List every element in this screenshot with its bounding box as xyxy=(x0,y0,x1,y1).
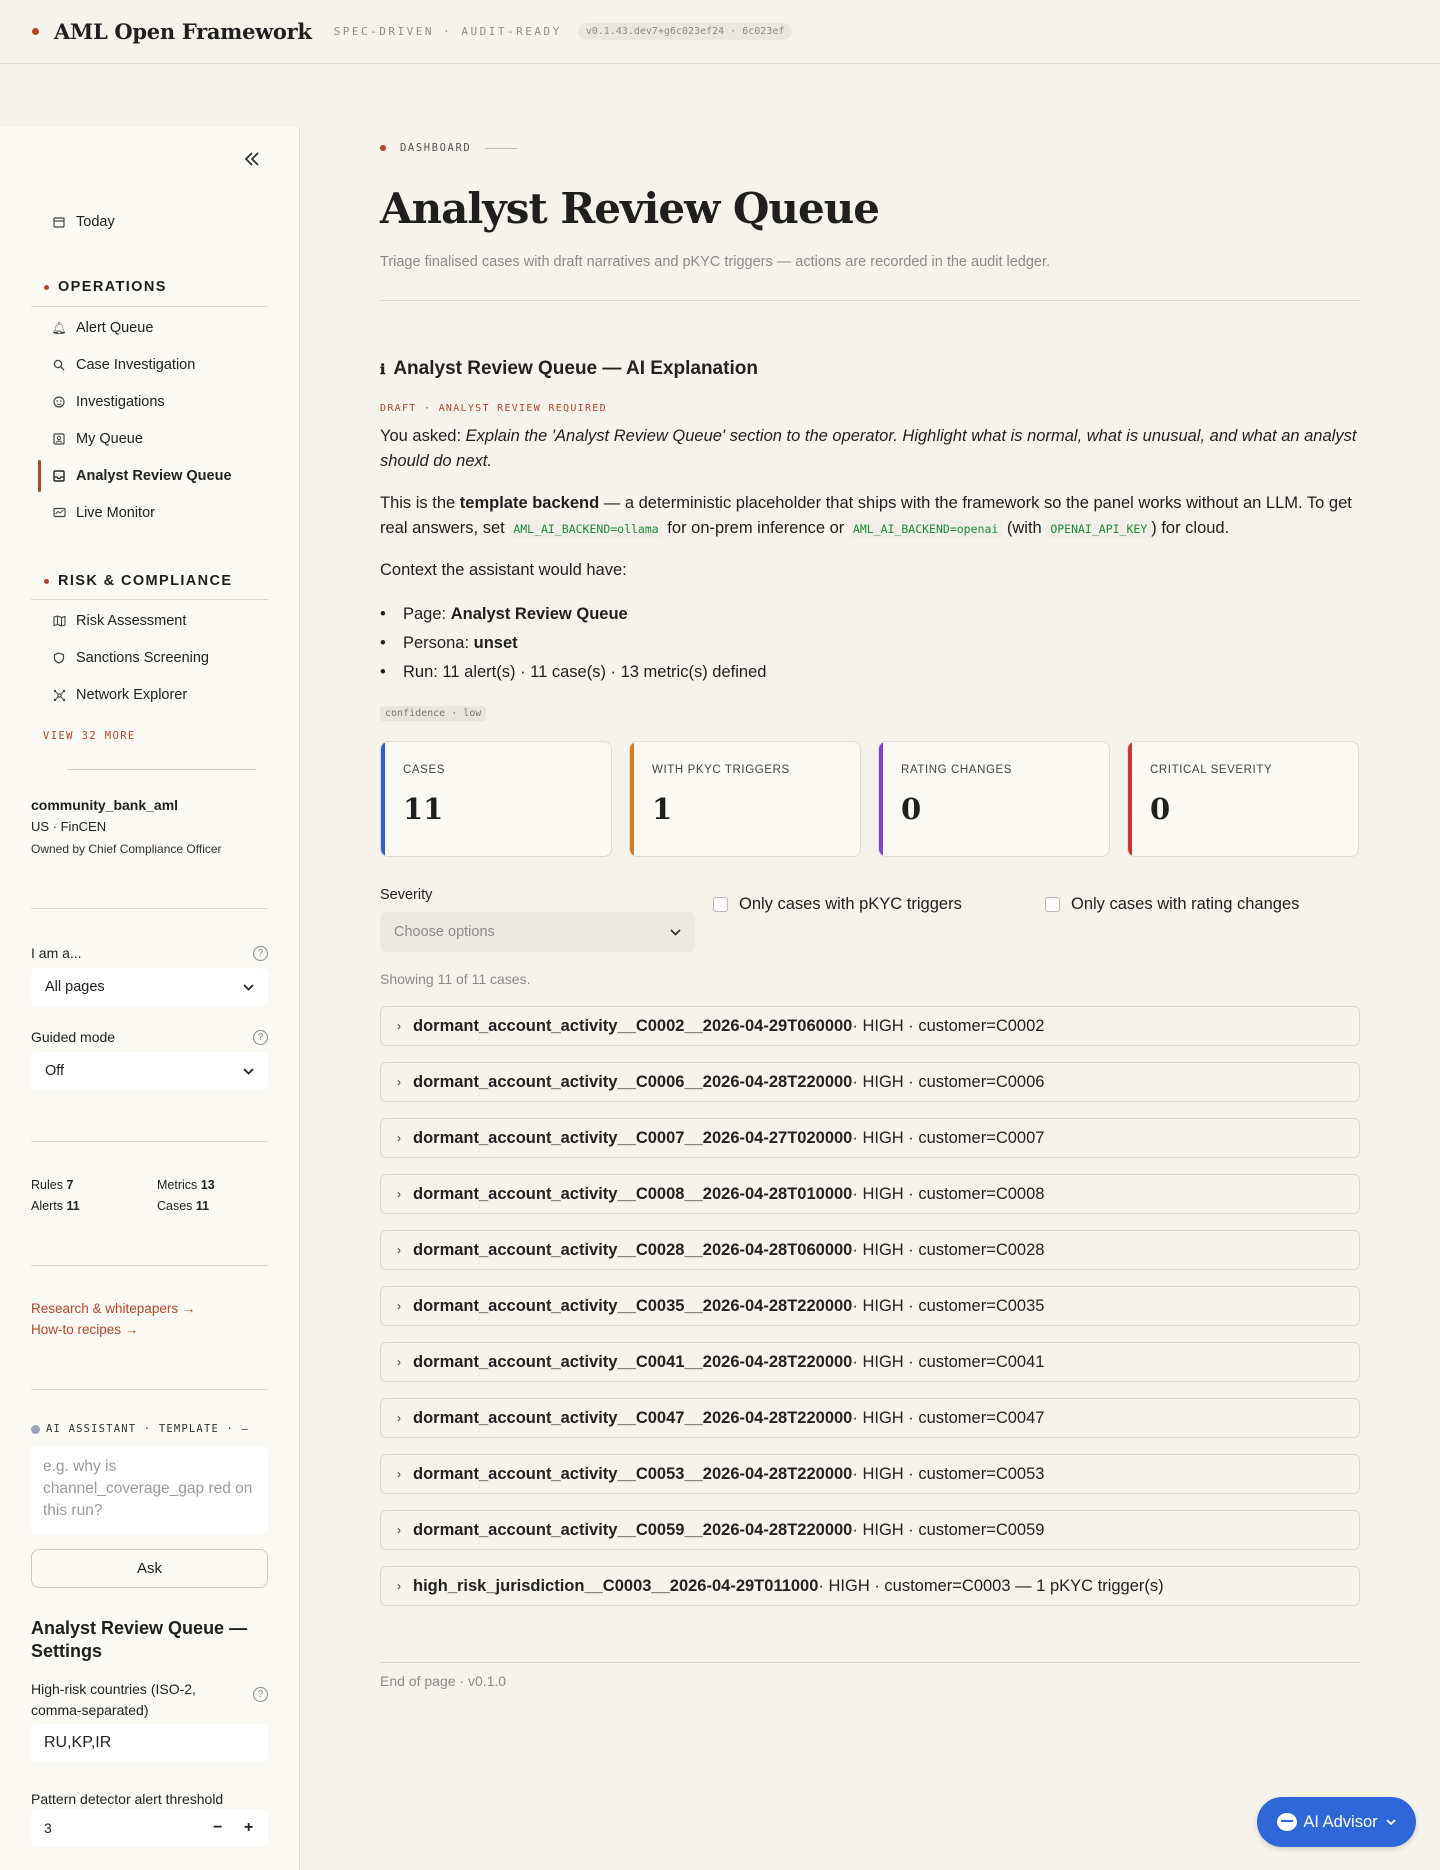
breadcrumb-dot xyxy=(380,145,386,151)
case-row[interactable] xyxy=(380,1510,1360,1550)
case-id: dormant_account_activity__C0041__2026-04-28T220000 xyxy=(413,1352,853,1371)
case-id: dormant_account_activity__C0047__2026-04-28T220000 xyxy=(413,1408,853,1427)
guided-mode-label: Guided mode xyxy=(31,1029,116,1045)
case-id: high_risk_jurisdiction__C0003__2026-04-29T011000 xyxy=(413,1576,819,1595)
sidebar-item-label: My Queue xyxy=(76,431,143,447)
list-item: • Run: 11 alert(s) · 11 case(s) · 13 metric(s) defined xyxy=(380,658,766,687)
case-meta: · HIGH · customer=C0028 xyxy=(852,1240,1045,1259)
metric-card-critical xyxy=(1127,741,1359,857)
checkbox-label: Only cases with rating changes xyxy=(1071,895,1300,913)
guided-mode-value: Off xyxy=(45,1063,65,1079)
chevron-right-icon: › xyxy=(397,1411,401,1425)
stat-value: 11 xyxy=(66,1199,80,1213)
sidebar-item-label: Investigations xyxy=(76,394,165,410)
chevron-down-icon xyxy=(670,925,681,939)
threshold-value: 3 xyxy=(44,1820,52,1836)
case-row[interactable] xyxy=(380,1286,1360,1326)
sidebar-item-label: Live Monitor xyxy=(76,505,155,521)
chevron-right-icon: › xyxy=(397,1131,401,1145)
case-meta: · HIGH · customer=C0003 — 1 pKYC trigger(s) xyxy=(818,1576,1164,1595)
text-bold: Analyst Review Queue xyxy=(450,605,628,623)
page-subtitle: Triage finalised cases with draft narratives and pKYC triggers — actions are recorded in the audit ledger. xyxy=(380,254,1051,270)
code-snippet: AML_AI_BACKEND=ollama xyxy=(509,520,662,538)
case-row[interactable] xyxy=(380,1454,1360,1494)
text: This is the xyxy=(380,494,460,512)
metric-label: WITH PKYC TRIGGERS xyxy=(652,764,790,776)
stat-label: Alerts xyxy=(31,1199,63,1213)
case-row[interactable] xyxy=(380,1566,1360,1606)
end-of-page: End of page · v0.1.0 xyxy=(380,1673,507,1689)
chevron-right-icon: › xyxy=(397,1523,401,1537)
checkbox-label: Only cases with pKYC triggers xyxy=(739,895,962,913)
section-heading-label: OPERATIONS xyxy=(58,279,167,295)
section-heading-risk xyxy=(44,573,232,589)
sidebar-item-alert-queue[interactable] xyxy=(52,316,153,340)
sidebar-item-label: Network Explorer xyxy=(76,687,188,703)
org-owner: Owned by Chief Compliance Officer xyxy=(31,842,222,856)
brand-title[interactable]: AML Open Framework xyxy=(54,19,312,44)
metric-card-cases xyxy=(380,741,612,857)
checkbox-box[interactable] xyxy=(1045,897,1060,912)
section-divider xyxy=(31,599,268,600)
rating-checkbox[interactable] xyxy=(1045,895,1299,914)
pkyc-checkbox[interactable] xyxy=(713,895,962,914)
brand-tagline: SPEC-DRIVEN · AUDIT-READY xyxy=(333,25,562,38)
showing-count: Showing 11 of 11 cases. xyxy=(380,971,531,987)
help-icon[interactable]: ? xyxy=(253,946,268,961)
threshold-stepper[interactable] xyxy=(31,1809,268,1847)
divider xyxy=(380,300,1360,301)
top-bar xyxy=(0,0,1440,64)
double-chevron-left-icon xyxy=(244,152,260,166)
case-meta: · HIGH · customer=C0002 xyxy=(852,1016,1045,1035)
case-id: dormant_account_activity__C0059__2026-04-28T220000 xyxy=(413,1520,853,1539)
stat-label: Rules xyxy=(31,1178,63,1192)
divider xyxy=(31,1389,268,1390)
metric-label: CASES xyxy=(403,764,445,776)
section-heading-label: RISK & COMPLIANCE xyxy=(58,573,233,589)
section-dot xyxy=(44,285,49,290)
stat-cases xyxy=(157,1199,209,1213)
case-row[interactable] xyxy=(380,1062,1360,1102)
case-id: dormant_account_activity__C0006__2026-04-28T220000 xyxy=(413,1072,853,1091)
asked-prefix: You asked: xyxy=(380,427,466,445)
shield-icon xyxy=(52,651,66,665)
asked-paragraph xyxy=(380,424,1360,474)
text: for on-prem inference or xyxy=(662,519,849,537)
person-badge-icon xyxy=(52,432,66,446)
search-icon xyxy=(52,358,66,372)
sidebar-item-case-investigation[interactable] xyxy=(52,353,195,377)
persona-select-value: All pages xyxy=(45,979,105,995)
brand-dot xyxy=(32,28,39,35)
decrement-button[interactable]: − xyxy=(213,1819,223,1836)
chevron-right-icon: › xyxy=(397,1187,401,1201)
ai-explanation-title xyxy=(380,358,758,380)
text: ) for cloud. xyxy=(1151,519,1230,537)
stat-value: 13 xyxy=(200,1178,215,1192)
stat-value: 7 xyxy=(66,1178,74,1192)
ai-assistant-label xyxy=(31,1423,249,1435)
map-icon xyxy=(52,614,66,628)
chevron-right-icon: › xyxy=(397,1299,401,1313)
case-row[interactable] xyxy=(380,1398,1360,1438)
sidebar-item-label: Case Investigation xyxy=(76,357,196,373)
guided-mode-select[interactable] xyxy=(31,1052,268,1090)
countries-label: High-risk countries (ISO-2, comma-separated) xyxy=(31,1681,196,1718)
metric-value: 11 xyxy=(403,792,444,826)
breadcrumb-line xyxy=(485,148,517,149)
breadcrumb xyxy=(380,142,517,154)
case-id: dormant_account_activity__C0053__2026-04-28T220000 xyxy=(413,1464,853,1483)
chevron-down-icon xyxy=(243,1064,254,1078)
case-meta: · HIGH · customer=C0006 xyxy=(852,1072,1045,1091)
text-bold: template backend xyxy=(459,494,600,512)
help-icon[interactable]: ? xyxy=(253,1687,268,1702)
text: — a deterministic placeholder that ships with the framework so the panel works without an LLM. To get real answers, set xyxy=(380,494,1352,537)
sidebar-item-live-monitor[interactable] xyxy=(52,501,155,525)
text-bold: unset xyxy=(473,634,518,652)
case-id: dormant_account_activity__C0028__2026-04-28T060000 xyxy=(413,1240,853,1259)
ai-assistant-label-text: AI ASSISTANT · TEMPLATE · — xyxy=(46,1423,250,1435)
checkbox-box[interactable] xyxy=(713,897,728,912)
metric-value: 0 xyxy=(901,792,922,826)
threshold-label: Pattern detector alert threshold xyxy=(31,1791,224,1807)
case-meta: · HIGH · customer=C0059 xyxy=(852,1520,1045,1539)
ai-advisor-button[interactable] xyxy=(1257,1797,1416,1847)
case-meta: · HIGH · customer=C0053 xyxy=(852,1464,1045,1483)
confidence-badge: confidence · low xyxy=(380,706,486,721)
chevron-right-icon: › xyxy=(397,1579,401,1593)
case-row[interactable] xyxy=(380,1174,1360,1214)
face-icon xyxy=(52,395,66,409)
backend-paragraph xyxy=(380,491,1360,542)
status-dot xyxy=(31,1425,40,1434)
metric-accent xyxy=(381,742,385,856)
metric-accent xyxy=(879,742,883,856)
chevron-right-icon: › xyxy=(397,1355,401,1369)
org-name: community_bank_aml xyxy=(31,797,179,813)
calendar-icon xyxy=(52,215,66,229)
metric-accent xyxy=(1128,742,1132,856)
metric-card-pkyc xyxy=(629,741,861,857)
chevron-right-icon: › xyxy=(397,1243,401,1257)
org-jurisdiction: US · FinCEN xyxy=(31,819,107,834)
sidebar xyxy=(0,127,300,1870)
text: Persona: xyxy=(403,634,474,652)
case-meta: · HIGH · customer=C0041 xyxy=(852,1352,1045,1371)
section-heading-operations xyxy=(44,279,167,295)
case-id: dormant_account_activity__C0008__2026-04-28T010000 xyxy=(413,1184,853,1203)
countries-input[interactable]: RU,KP,IR xyxy=(31,1724,268,1762)
section-dot xyxy=(44,579,49,584)
sidebar-item-network-explorer[interactable] xyxy=(52,683,187,707)
page-title: Analyst Review Queue xyxy=(380,184,879,233)
sidebar-item-label: Risk Assessment xyxy=(76,613,187,629)
research-link[interactable]: Research & whitepapers → xyxy=(31,1301,196,1316)
chevron-right-icon: › xyxy=(397,1019,401,1033)
recipes-link[interactable]: How-to recipes → xyxy=(31,1322,139,1337)
sidebar-item-label: Today xyxy=(76,214,115,230)
collapse-sidebar-button[interactable] xyxy=(240,147,264,171)
sidebar-item-label: Alert Queue xyxy=(76,320,154,336)
version-badge: v0.1.43.dev7+g6c023ef24 · 6c023ef xyxy=(578,23,793,40)
stat-rules xyxy=(31,1178,73,1192)
persona-select[interactable] xyxy=(31,968,268,1006)
breadcrumb-label: DASHBOARD xyxy=(400,142,472,154)
text: Page: xyxy=(403,605,451,623)
metric-value: 1 xyxy=(652,792,673,826)
stat-label: Metrics xyxy=(157,1178,198,1192)
section-divider xyxy=(31,306,268,307)
help-icon[interactable]: ? xyxy=(253,1030,268,1045)
severity-multiselect[interactable] xyxy=(380,912,695,952)
severity-label: Severity xyxy=(380,887,433,903)
sidebar-item-sanctions-screening[interactable] xyxy=(52,646,209,670)
case-meta: · HIGH · customer=C0035 xyxy=(852,1296,1045,1315)
code-snippet: OPENAI_API_KEY xyxy=(1046,520,1151,538)
context-intro: Context the assistant would have: xyxy=(380,561,627,579)
chevron-down-icon xyxy=(243,980,254,994)
divider xyxy=(380,1662,1360,1663)
view-more-link[interactable]: VIEW 32 MORE xyxy=(43,730,136,742)
info-icon: ℹ xyxy=(380,360,386,377)
divider xyxy=(31,1265,268,1266)
case-id: dormant_account_activity__C0035__2026-04-28T220000 xyxy=(413,1296,853,1315)
case-meta: · HIGH · customer=C0047 xyxy=(852,1408,1045,1427)
text: (with xyxy=(1002,519,1047,537)
divider xyxy=(31,1141,268,1142)
ai-question-input[interactable]: e.g. why is channel_coverage_gap red on this run? xyxy=(31,1446,268,1534)
chevron-right-icon: › xyxy=(397,1075,401,1089)
ai-explanation-title-text: Analyst Review Queue — AI Explanation xyxy=(393,358,758,379)
case-id: dormant_account_activity__C0007__2026-04-27T020000 xyxy=(413,1128,853,1147)
sidebar-item-risk-assessment[interactable] xyxy=(52,609,186,633)
draft-badge: DRAFT · ANALYST REVIEW REQUIRED xyxy=(380,403,607,414)
case-row[interactable] xyxy=(380,1342,1360,1382)
monitor-icon xyxy=(52,506,66,520)
bell-icon: 🔔︎ xyxy=(51,321,67,335)
chevron-right-icon: › xyxy=(397,1467,401,1481)
case-row[interactable] xyxy=(380,1230,1360,1270)
asked-text: Explain the 'Analyst Review Queue' section to the operator. Highlight what is normal, what is unusual, and what an analyst should do next. xyxy=(380,427,1357,470)
case-id: dormant_account_activity__C0002__2026-04-29T060000 xyxy=(413,1016,853,1035)
metric-label: CRITICAL SEVERITY xyxy=(1150,764,1273,776)
sidebar-item-today[interactable] xyxy=(52,210,115,234)
sidebar-item-label: Sanctions Screening xyxy=(76,650,209,666)
sidebar-item-investigations[interactable] xyxy=(52,390,165,414)
stat-alerts xyxy=(31,1199,80,1213)
sidebar-item-analyst-review-queue[interactable] xyxy=(52,464,232,488)
case-meta: · HIGH · customer=C0007 xyxy=(852,1128,1045,1147)
stat-value: 11 xyxy=(195,1199,210,1213)
stat-metrics xyxy=(157,1178,215,1192)
case-meta: · HIGH · customer=C0008 xyxy=(852,1184,1045,1203)
chevron-down-icon xyxy=(1386,1816,1396,1828)
list-item xyxy=(380,600,766,629)
code-snippet: AML_AI_BACKEND=openai xyxy=(849,520,1002,538)
ask-button[interactable]: Ask xyxy=(31,1549,268,1588)
list-item xyxy=(380,629,766,658)
severity-placeholder: Choose options xyxy=(394,924,495,940)
increment-button[interactable]: + xyxy=(244,1819,254,1836)
case-row[interactable] xyxy=(380,1006,1360,1046)
metric-accent xyxy=(630,742,634,856)
network-icon xyxy=(52,688,66,702)
ai-advisor-label: AI Advisor xyxy=(1303,1812,1378,1831)
stat-label: Cases xyxy=(157,1199,193,1213)
context-list xyxy=(380,600,766,687)
sidebar-item-my-queue[interactable] xyxy=(52,427,143,451)
metric-card-rating-changes xyxy=(878,741,1110,857)
metric-label: RATING CHANGES xyxy=(901,764,1013,776)
case-row[interactable] xyxy=(380,1118,1360,1158)
inbox-icon xyxy=(52,469,66,483)
sidebar-item-label: Analyst Review Queue xyxy=(76,468,232,484)
persona-label: I am a... xyxy=(31,945,82,961)
active-indicator xyxy=(38,460,41,492)
divider xyxy=(67,769,256,770)
metric-value: 0 xyxy=(1150,792,1171,826)
settings-title: Analyst Review Queue — Settings xyxy=(31,1618,248,1661)
divider xyxy=(31,908,268,909)
chat-bubble-icon xyxy=(1277,1813,1297,1831)
